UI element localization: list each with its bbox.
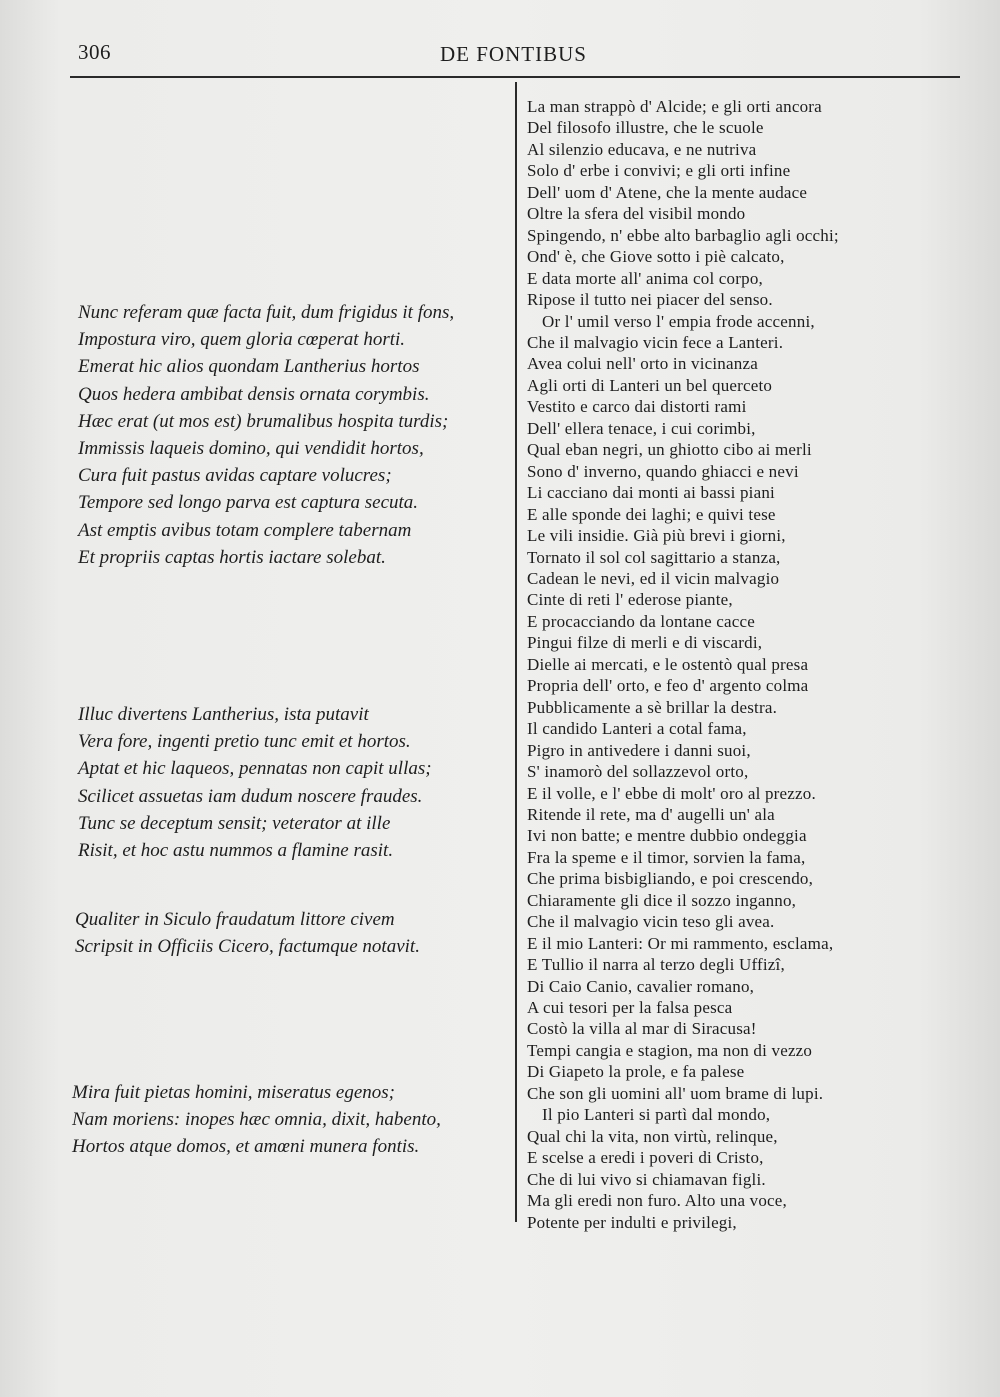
latin-verse-line: Risit, et hoc astu nummos a flamine rasit. [78, 840, 394, 862]
latin-verse-line: Ast emptis avibus totam complere tabernam [78, 519, 412, 541]
italian-verse-line: Chiaramente gli dice il sozzo inganno, [527, 890, 797, 910]
latin-verse-line: Scilicet assuetas iam dudum noscere fraudes. [78, 785, 423, 807]
column-divider [515, 82, 517, 1222]
header-rule [70, 76, 960, 78]
italian-verse-line: E scelse a eredi i poveri di Cristo, [527, 1148, 764, 1168]
italian-verse-line: Vestito e carco dai distorti rami [527, 397, 747, 417]
italian-verse-line: Al silenzio educava, e ne nutriva [527, 139, 757, 159]
italian-verse-line: E data morte all' anima col corpo, [527, 268, 763, 288]
latin-verse-line: Immissis laqueis domino, qui vendidit hortos, [78, 438, 424, 460]
italian-verse-line: Ivi non batte; e mentre dubbio ondeggia [527, 826, 807, 846]
italian-verse-line: Propria dell' orto, e feo d' argento colma [527, 676, 809, 696]
latin-stanza-3 [75, 906, 515, 960]
italian-verse-line: Sono d' inverno, quando ghiacci e nevi [527, 461, 799, 481]
latin-verse-line: Nunc referam quæ facta fuit, dum frigidus it fons, [78, 302, 455, 323]
latin-verse-line: Quos hedera ambibat densis ornata corymbis. [78, 383, 430, 405]
latin-verse-line: Cura fuit pastus avidas captare volucres; [78, 465, 392, 487]
italian-verse-line: E Tullio il narra al terzo degli Uffizî, [527, 955, 785, 975]
latin-verse-line: Scripsit in Officiis Cicero, factumque notavit. [75, 936, 420, 958]
latin-verse-line: Illuc divertens Lantherius, ista putavit [78, 704, 369, 725]
latin-verse-line: Aptat et hic laqueos, pennatas non capit ullas; [78, 758, 432, 780]
page-number: 306 [78, 40, 111, 64]
latin-verse-line: Tempore sed longo parva est captura secuta. [78, 492, 419, 514]
italian-verse-line: Qual chi la vita, non virtù, relinque, [527, 1126, 778, 1146]
italian-verse-line: Or l' umil verso l' empia frode accenni, [542, 311, 815, 331]
italian-verse-line: Fra la speme e il timor, sorvien la fama, [527, 847, 806, 867]
italian-verse-line: Il candido Lanteri a cotal fama, [527, 719, 747, 739]
italian-verse-line: Cinte di reti l' ederose piante, [527, 590, 733, 610]
italian-verse-line: Pingui filze di merli e di viscardi, [527, 633, 763, 653]
italian-verse-line: Tempi cangia e stagion, ma non di vezzo [527, 1040, 813, 1060]
italian-verse-line: Il pio Lanteri si partì dal mondo, [542, 1105, 771, 1125]
latin-verse-line: Hæc erat (ut mos est) brumalibus hospita turdis; [78, 410, 449, 432]
italian-verse-line: Ripose il tutto nei piacer del senso. [527, 290, 773, 310]
italian-verse-line: Di Caio Canio, cavalier romano, [527, 976, 755, 996]
italian-verse-line: Spingendo, n' ebbe alto barbaglio agli occhi; [527, 225, 839, 245]
italian-verse-line: Ond' è, che Giove sotto i piè calcato, [527, 247, 785, 267]
italian-verse-line: Solo d' erbe i convivi; e gli orti infine [527, 161, 791, 181]
italian-verse-line: Che son gli uomini all' uom brame di lupi. [527, 1083, 824, 1103]
italian-verse-line: A cui tesori per la falsa pesca [527, 998, 733, 1018]
italian-verse-line: Agli orti di Lanteri un bel querceto [527, 375, 773, 395]
latin-verse-line: Impostura viro, quem gloria cœperat horti. [78, 329, 406, 351]
italian-verse-line: Qual eban negri, un ghiotto cibo ai merli [527, 440, 812, 460]
latin-verse-line: Hortos atque domos, et amœni munera fontis. [72, 1136, 420, 1158]
italian-verse-line: E il mio Lanteri: Or mi rammento, esclama, [527, 933, 834, 953]
latin-verse-line: Tunc se deceptum sensit; veterator at ille [78, 812, 391, 834]
italian-verse-line: Li cacciano dai monti ai bassi piani [527, 483, 775, 503]
italian-verse-line: Pubblicamente a sè brillar la destra. [527, 697, 778, 717]
italian-verse-line: Potente per indulti e privilegi, [527, 1212, 737, 1232]
italian-verse-line: Dielle ai mercati, e le ostentò qual presa [527, 654, 809, 674]
page-header [0, 36, 1000, 76]
latin-verse-line: Emerat hic alios quondam Lantherius hortos [78, 356, 420, 378]
italian-verse-line: E procacciando da lontane cacce [527, 611, 756, 631]
italian-translation-column [527, 96, 947, 1233]
italian-verse-line: Che prima bisbigliando, e poi crescendo, [527, 869, 814, 889]
italian-verse-line: Che di lui vivo si chiamavan figli. [527, 1169, 766, 1189]
italian-verse-line: Che il malvagio vicin teso gli avea. [527, 912, 775, 932]
italian-verse-line: Del filosofo illustre, che le scuole [527, 118, 764, 138]
latin-verse-line: Et propriis captas hortis iactare solebat. [78, 546, 386, 568]
italian-verse-line: E alle sponde dei laghi; e quivi tese [527, 504, 776, 524]
italian-verse-line: Dell' uom d' Atene, che la mente audace [527, 182, 808, 202]
italian-verse-line: Cadean le nevi, ed il vicin malvagio [527, 568, 780, 588]
italian-verse-line: Ma gli eredi non furo. Alto una voce, [527, 1191, 787, 1211]
italian-verse-line: Tornato il sol col sagittario a stanza, [527, 547, 781, 567]
italian-verse-line: Dell' ellera tenace, i cui corimbi, [527, 418, 756, 438]
italian-verse-line: Le vili insidie. Già più brevi i giorni, [527, 526, 786, 546]
italian-verse-line: Costò la villa al mar di Siracusa! [527, 1019, 757, 1039]
latin-verse-line: Mira fuit pietas homini, miseratus egenos; [72, 1082, 395, 1103]
italian-verse-line: Avea colui nell' orto in vicinanza [527, 354, 758, 374]
italian-verse-line: E il volle, e l' ebbe di molt' oro al prezzo. [527, 783, 816, 803]
italian-verse-line: Di Giapeto la prole, e fa palese [527, 1062, 745, 1082]
italian-verse-line: Ritende il rete, ma d' augelli un' ala [527, 804, 775, 824]
running-title: DE FONTIBUS [440, 42, 587, 66]
italian-verse-line: S' inamorò del sollazzevol orto, [527, 762, 749, 782]
latin-verse-line: Vera fore, ingenti pretio tunc emit et hortos. [78, 731, 411, 753]
latin-stanza-4 [72, 1079, 512, 1161]
latin-verse-line: Qualiter in Siculo fraudatum littore civem [75, 909, 395, 930]
latin-stanza-2 [78, 701, 518, 864]
latin-verse-line: Nam moriens: inopes hæc omnia, dixit, habento, [72, 1109, 441, 1131]
latin-stanza-1 [78, 299, 518, 571]
italian-verse-line: La man strappò d' Alcide; e gli orti ancora [527, 97, 822, 116]
italian-verse-line: Pigro in antivedere i danni suoi, [527, 740, 751, 760]
italian-verse-line: Che il malvagio vicin fece a Lanteri. [527, 332, 784, 352]
italian-verse-line: Oltre la sfera del visibil mondo [527, 204, 746, 224]
